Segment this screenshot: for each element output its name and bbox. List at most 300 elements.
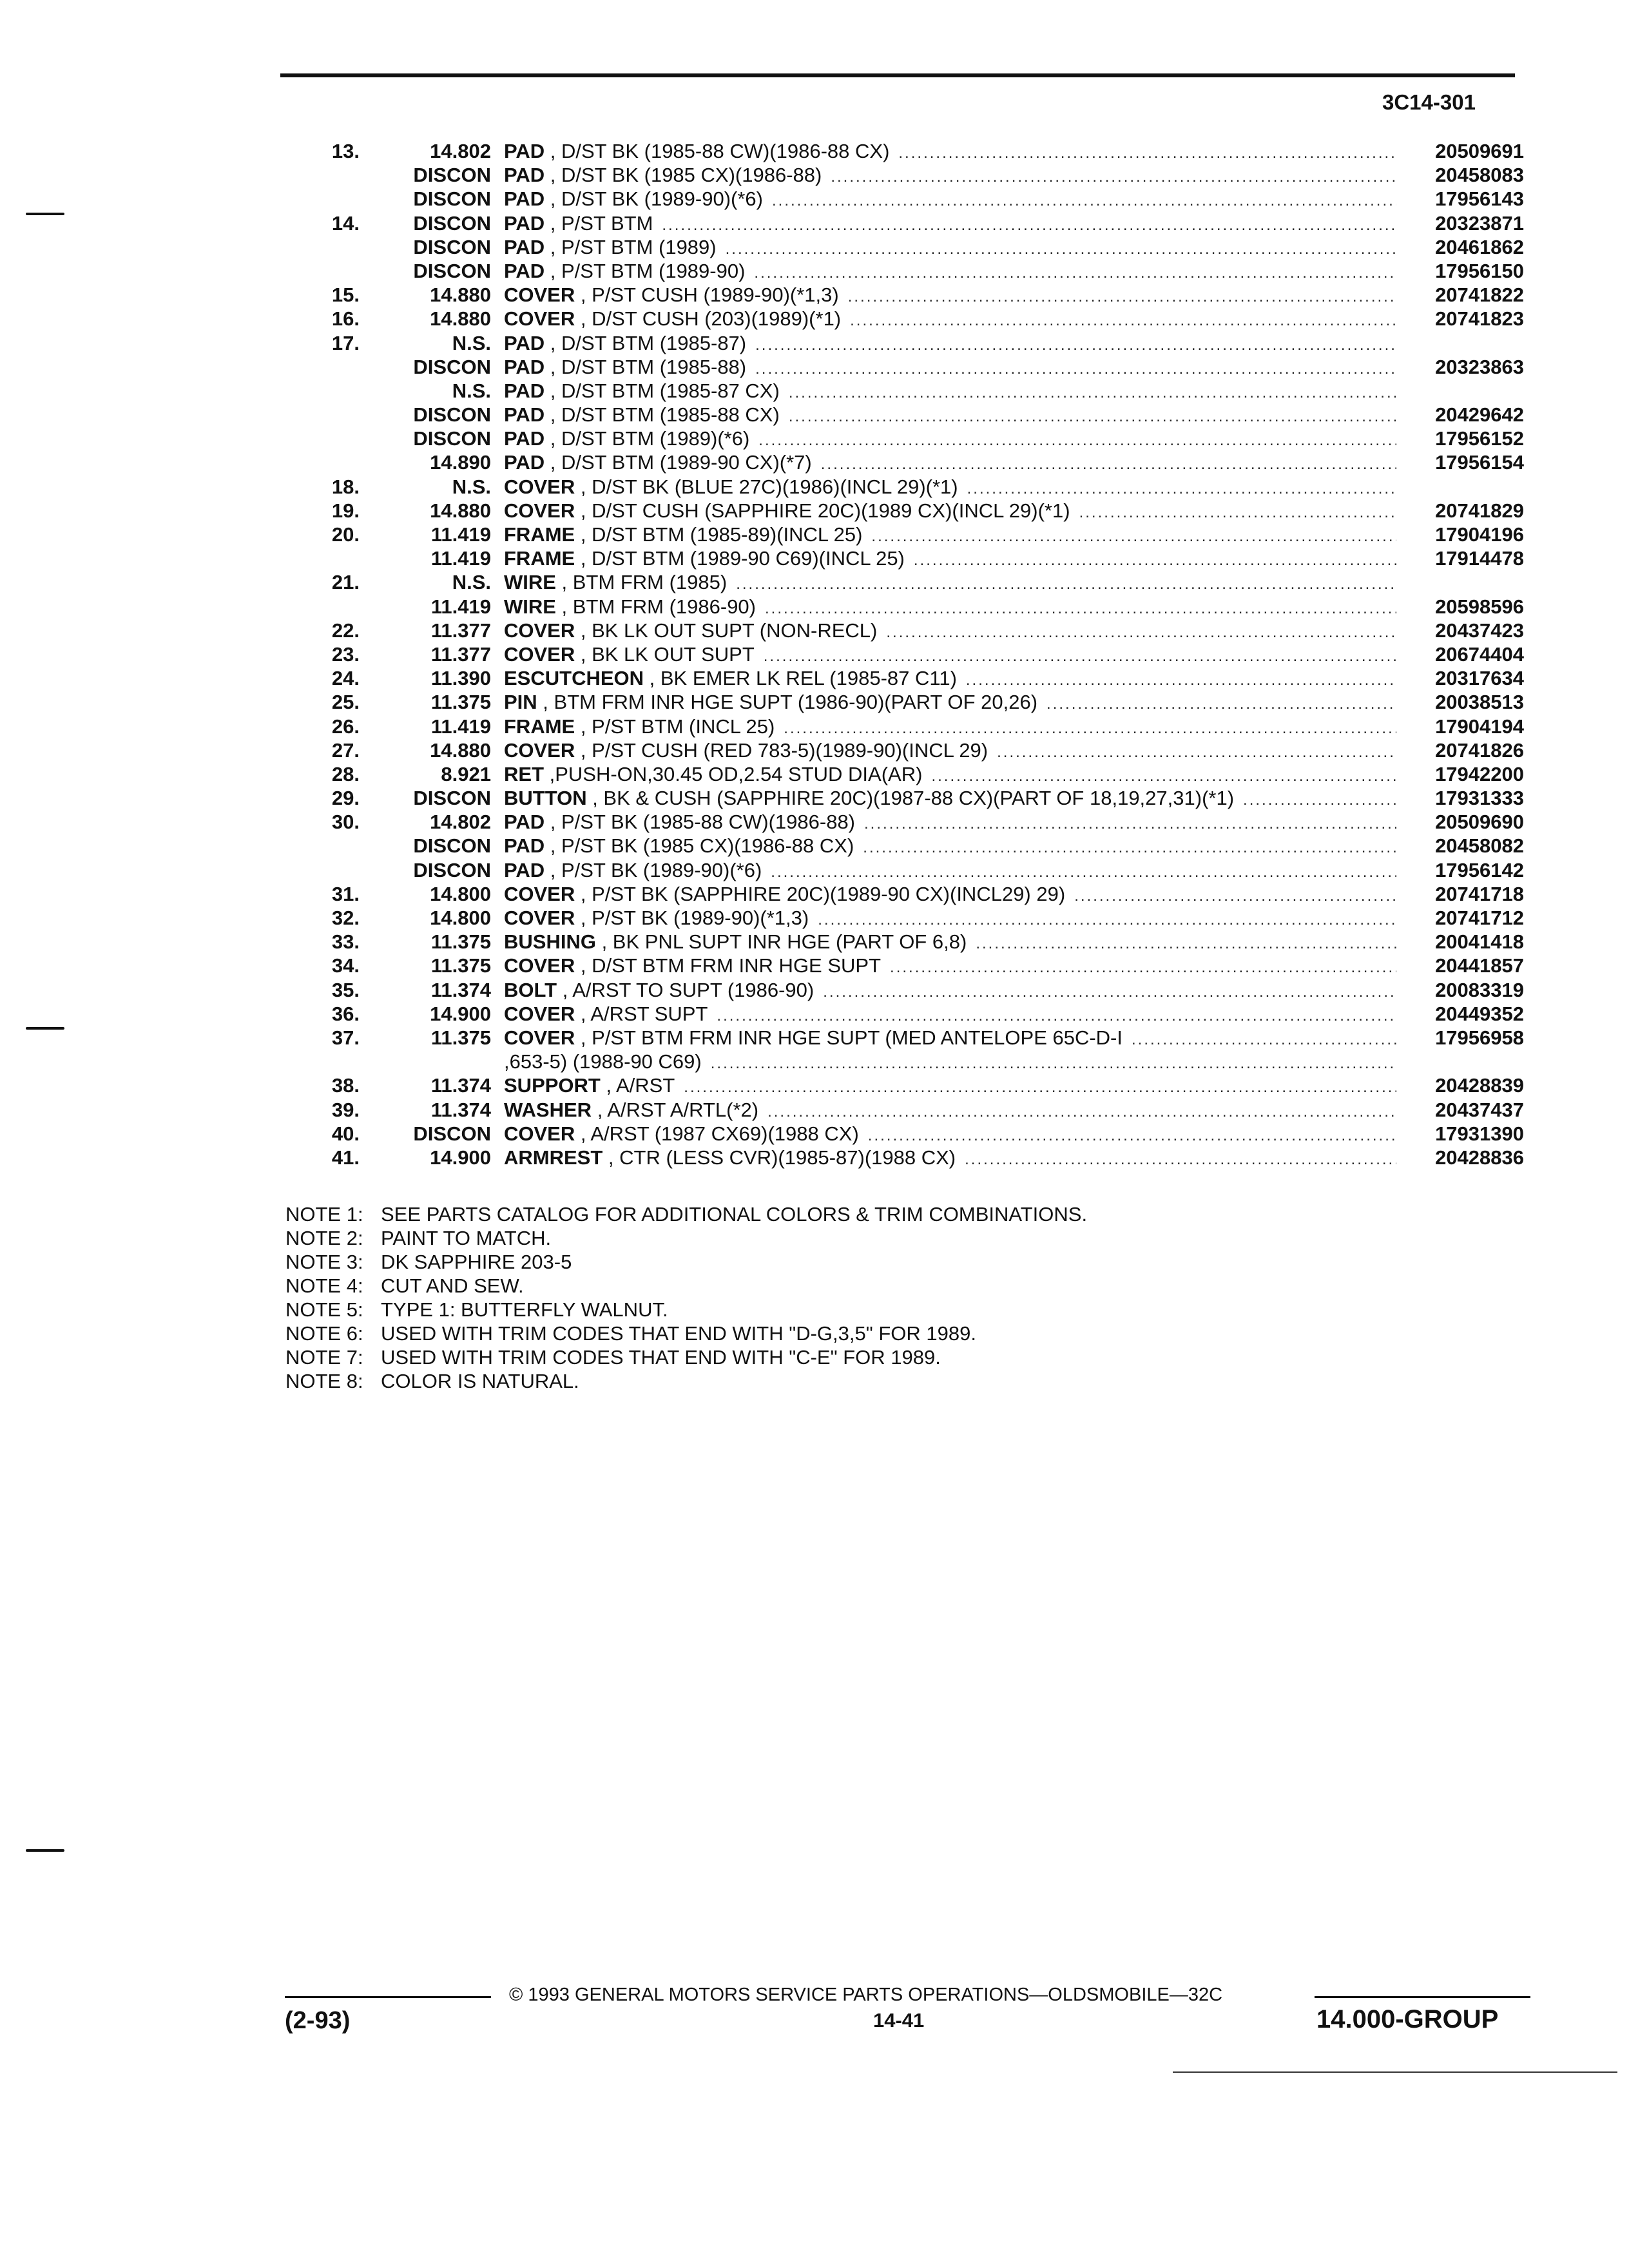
part-name: PAD: [504, 211, 545, 235]
item-number: 23.: [331, 642, 360, 666]
dot-leader: [1132, 1028, 1396, 1052]
part-name: WIRE: [504, 571, 556, 594]
part-name: PAD: [504, 451, 545, 474]
part-row: [284, 307, 1524, 331]
item-number: 33.: [331, 930, 360, 954]
note-text: USED WITH TRIM CODES THAT END WITH "D-G,3,5" FOR 1989.: [381, 1322, 976, 1345]
group-number: 11.375: [430, 954, 491, 977]
part-number: 20428836: [1435, 1146, 1524, 1169]
part-row: [284, 427, 1524, 450]
part-detail: , BK EMER LK REL (1985-87 C11): [644, 667, 957, 690]
part-detail: , BTM FRM (1986-90): [555, 595, 756, 618]
description: [504, 786, 1402, 812]
group-number: 14.802: [430, 811, 491, 834]
part-detail: , BK LK OUT SUPT (NON-RECL): [575, 619, 878, 642]
part-name: WIRE: [504, 595, 556, 618]
part-row: [284, 546, 1524, 570]
part-row: [284, 978, 1524, 1002]
dot-leader: [771, 860, 1396, 884]
part-detail: , BK PNL SUPT INR HGE (PART OF 6,8): [595, 930, 967, 954]
group-number: 11.374: [430, 978, 491, 1001]
note-row: [285, 1274, 1087, 1298]
dot-leader: [736, 572, 1396, 596]
part-row: [284, 882, 1524, 906]
dot-leader: [764, 644, 1396, 668]
part-row: [284, 283, 1524, 307]
group-number: 11.419: [430, 523, 491, 546]
part-detail: , P/ST BK (1989-90)(*1,3): [575, 907, 809, 929]
description: [504, 858, 1402, 884]
group-number: DISCON: [413, 259, 491, 282]
group-number: N.S.: [452, 475, 491, 498]
part-detail: , D/ST CUSH (203)(1989)(*1): [575, 307, 842, 331]
part-name: PAD: [504, 858, 545, 881]
part-detail: , D/ST BTM (1985-89)(INCL 25): [575, 523, 863, 546]
description: [504, 834, 1402, 860]
dot-leader: [966, 668, 1396, 692]
item-number: 30.: [331, 811, 360, 834]
group-number: 14.802: [430, 140, 491, 162]
note-label: NOTE 6:: [285, 1322, 363, 1345]
page-id: 3C14-301: [1382, 90, 1476, 114]
part-name: COVER: [504, 499, 575, 522]
dot-leader: [755, 357, 1396, 381]
note-row: [285, 1298, 1087, 1321]
item-number: 16.: [331, 307, 360, 331]
dot-leader: [871, 524, 1396, 548]
description: [504, 163, 1402, 189]
group-number: 14.880: [430, 284, 491, 307]
group-number: DISCON: [413, 858, 491, 881]
part-detail: , A/RST TO SUPT (1986-90): [557, 978, 815, 1001]
part-name: ARMREST: [504, 1146, 603, 1169]
part-row: [284, 475, 1524, 499]
part-row: [284, 1050, 1524, 1073]
group-number: 11.374: [430, 1074, 491, 1097]
group-number: DISCON: [413, 403, 491, 427]
part-row: [284, 403, 1524, 427]
part-row: [284, 786, 1524, 810]
note-text: CUT AND SEW.: [381, 1274, 524, 1297]
dot-leader: [890, 956, 1396, 979]
item-number: 39.: [331, 1098, 360, 1121]
part-row: [284, 211, 1524, 235]
part-detail: , D/ST BK (1985-88 CW)(1986-88 CX): [545, 140, 890, 162]
part-name: COVER: [504, 642, 575, 666]
part-number: 20428839: [1435, 1074, 1524, 1097]
part-number: 20458083: [1435, 164, 1524, 187]
dot-leader: [789, 405, 1396, 428]
dot-leader: [914, 548, 1396, 572]
part-row: [284, 1098, 1524, 1122]
description: [504, 187, 1402, 213]
part-row: [284, 595, 1524, 619]
group-number: 8.921: [441, 762, 491, 785]
group-number: 11.377: [430, 619, 491, 642]
dot-leader: [967, 477, 1396, 501]
part-name: WASHER: [504, 1098, 592, 1121]
dot-leader: [848, 285, 1396, 309]
group-number: 14.800: [430, 907, 491, 929]
note-label: NOTE 5:: [285, 1298, 363, 1321]
group-number: DISCON: [413, 787, 491, 810]
dot-leader: [717, 1004, 1396, 1028]
group-number: 11.377: [430, 642, 491, 666]
item-number: 14.: [331, 211, 360, 235]
part-row: [284, 1002, 1524, 1026]
dot-leader: [898, 141, 1396, 165]
scan-mark: [26, 1849, 64, 1852]
item-number: 32.: [331, 907, 360, 929]
dot-leader: [1046, 692, 1396, 716]
note-label: NOTE 8:: [285, 1370, 363, 1392]
note-row: [285, 1250, 1087, 1274]
part-number: 20741829: [1435, 499, 1524, 522]
part-number: 17904194: [1435, 715, 1524, 738]
part-detail: , CTR (LESS CVR)(1985-87)(1988 CX): [602, 1146, 956, 1169]
part-name: RET: [504, 762, 544, 785]
dot-leader: [997, 740, 1396, 764]
part-name: BUTTON: [504, 787, 587, 810]
description: [504, 427, 1402, 452]
group-number: DISCON: [413, 235, 491, 258]
part-detail: , A/RST A/RTL(*2): [592, 1098, 759, 1121]
part-name: PAD: [504, 403, 545, 427]
part-detail: , P/ST CUSH (1989-90)(*1,3): [575, 284, 839, 307]
part-row: [284, 450, 1524, 474]
part-detail: , P/ST CUSH (RED 783-5)(1989-90)(INCL 29): [575, 738, 988, 762]
description: [504, 1050, 1402, 1075]
part-name: COVER: [504, 619, 575, 642]
dot-leader: [823, 980, 1396, 1004]
item-number: 13.: [331, 140, 360, 162]
part-number: 20509690: [1435, 811, 1524, 834]
part-detail: , P/ST BK (1985 CX)(1986-88 CX): [545, 834, 854, 858]
note-label: NOTE 4:: [285, 1274, 363, 1297]
page-number: 14-41: [873, 2009, 925, 2032]
part-number: 20458082: [1435, 834, 1524, 858]
dot-leader: [772, 189, 1396, 213]
item-number: 40.: [331, 1122, 360, 1145]
item-number: 28.: [331, 762, 360, 785]
dot-leader: [726, 237, 1396, 261]
part-number: 20441857: [1435, 954, 1524, 977]
part-row: [284, 834, 1524, 858]
part-detail: , D/ST BTM (1985-88): [545, 355, 747, 378]
part-row: [284, 235, 1524, 259]
note-text: PAINT TO MATCH.: [381, 1227, 552, 1249]
group-number: N.S.: [452, 379, 491, 402]
group-number: 14.800: [430, 882, 491, 905]
part-number: 20741822: [1435, 284, 1524, 307]
part-name: PAD: [504, 187, 545, 211]
item-number: 17.: [331, 331, 360, 354]
footer-rule: [285, 1996, 491, 1998]
part-row: [284, 762, 1524, 786]
description: [504, 978, 1402, 1004]
dot-leader: [931, 764, 1396, 788]
item-number: 31.: [331, 882, 360, 905]
part-number: 20323863: [1435, 355, 1524, 378]
group-number: 11.375: [430, 930, 491, 954]
copyright-line: © 1993 GENERAL MOTORS SERVICE PARTS OPERATIONS—OLDSMOBILE—32C: [509, 1984, 1223, 2005]
note-text: SEE PARTS CATALOG FOR ADDITIONAL COLORS & TRIM COMBINATIONS.: [381, 1203, 1088, 1225]
part-detail: , BTM FRM (1985): [555, 571, 728, 594]
dot-leader: [863, 836, 1396, 860]
note-row: [285, 1226, 1087, 1250]
item-number: 22.: [331, 619, 360, 642]
part-name: SUPPORT: [504, 1074, 601, 1097]
dot-leader: [662, 213, 1396, 237]
group-number: DISCON: [413, 427, 491, 450]
part-name: COVER: [504, 882, 575, 905]
item-number: 18.: [331, 475, 360, 498]
part-detail: , D/ST BTM (1985-87 CX): [545, 379, 780, 402]
part-number: 20741712: [1435, 907, 1524, 929]
description: [504, 930, 1402, 956]
description: [504, 1146, 1402, 1171]
dot-leader: [886, 620, 1396, 644]
description: [504, 1073, 1402, 1099]
note-text: USED WITH TRIM CODES THAT END WITH "C-E" FOR 1989.: [381, 1346, 941, 1369]
part-detail: , BK & CUSH (SAPPHIRE 20C)(1987-88 CX)(PART OF 18,19,27,31)(*1): [586, 787, 1235, 810]
item-number: 27.: [331, 738, 360, 762]
description: [504, 715, 1402, 740]
note-row: [285, 1202, 1087, 1226]
part-number: 20437437: [1435, 1098, 1524, 1121]
part-row: [284, 355, 1524, 379]
group-number: 14.880: [430, 307, 491, 331]
part-row: [284, 930, 1524, 954]
dot-leader: [765, 597, 1396, 620]
description: [504, 1002, 1402, 1028]
item-number: 24.: [331, 667, 360, 690]
description: [504, 954, 1402, 979]
dot-leader: [976, 932, 1396, 956]
part-detail: , P/ST BTM (INCL 25): [575, 715, 775, 738]
dot-leader: [864, 812, 1396, 836]
description: [504, 450, 1402, 476]
part-row: [284, 379, 1524, 403]
part-detail: , D/ST BTM (1985-88 CX): [545, 403, 780, 427]
description: [504, 595, 1402, 620]
part-row: [284, 810, 1524, 834]
group-number: 14.880: [430, 738, 491, 762]
part-name: COVER: [504, 475, 575, 498]
part-number: 20741718: [1435, 882, 1524, 905]
part-name: COVER: [504, 954, 575, 977]
part-detail: , D/ST BTM (1989-90 C69)(INCL 25): [575, 547, 905, 570]
description: [504, 211, 1402, 237]
description: [504, 1122, 1402, 1148]
part-row: [284, 619, 1524, 642]
part-name: PAD: [504, 834, 545, 858]
group-number: 11.375: [430, 691, 491, 714]
part-name: PIN: [504, 691, 537, 714]
note-row: [285, 1321, 1087, 1345]
part-number: 20429642: [1435, 403, 1524, 427]
part-row: [284, 139, 1524, 163]
dot-leader: [1074, 884, 1396, 908]
item-number: 26.: [331, 715, 360, 738]
part-number: 20437423: [1435, 619, 1524, 642]
part-number: 20509691: [1435, 140, 1524, 162]
part-number: 17956152: [1435, 427, 1524, 450]
dot-leader: [784, 716, 1396, 740]
dot-leader: [758, 428, 1396, 452]
part-number: 20461862: [1435, 235, 1524, 258]
item-number: 38.: [331, 1074, 360, 1097]
part-number: 17904196: [1435, 523, 1524, 546]
part-detail: , BTM FRM INR HGE SUPT (1986-90)(PART OF 20,26): [537, 691, 1038, 714]
part-row: [284, 1026, 1524, 1050]
group-number: DISCON: [413, 1122, 491, 1145]
dot-leader: [711, 1052, 1396, 1075]
description: [504, 355, 1402, 381]
top-rule: [280, 73, 1515, 77]
note-label: NOTE 1:: [285, 1203, 363, 1225]
part-number: 17931390: [1435, 1122, 1524, 1145]
part-row: [284, 523, 1524, 546]
description: [504, 139, 1402, 165]
part-number: 20317634: [1435, 667, 1524, 690]
note-text: TYPE 1: BUTTERFLY WALNUT.: [381, 1298, 668, 1321]
part-row: [284, 906, 1524, 930]
part-row: [284, 163, 1524, 187]
part-number: 17914478: [1435, 547, 1524, 570]
part-number: 20041418: [1435, 930, 1524, 954]
part-number: 20598596: [1435, 595, 1524, 618]
part-row: [284, 259, 1524, 283]
part-row: [284, 499, 1524, 523]
note-row: [285, 1369, 1087, 1393]
part-detail: , A/RST: [600, 1074, 675, 1097]
description: [504, 1026, 1402, 1052]
group-number: DISCON: [413, 355, 491, 378]
part-name: PAD: [504, 164, 545, 187]
part-row: [284, 642, 1524, 666]
part-name: COVER: [504, 307, 575, 331]
part-number: 20038513: [1435, 691, 1524, 714]
parts-list: [284, 139, 1524, 1169]
item-number: 15.: [331, 284, 360, 307]
note-label: NOTE 7:: [285, 1346, 363, 1369]
bottom-rule: [1173, 2071, 1617, 2073]
note-row: [285, 1345, 1087, 1369]
description: [504, 523, 1402, 548]
group-number: N.S.: [452, 571, 491, 594]
part-detail: , D/ST BK (1989-90)(*6): [545, 187, 763, 211]
group-number: 14.890: [430, 451, 491, 474]
group-number: 14.900: [430, 1002, 491, 1025]
description: [504, 283, 1402, 309]
description: [504, 235, 1402, 261]
note-text: DK SAPPHIRE 203-5: [381, 1251, 572, 1273]
note-text: COLOR IS NATURAL.: [381, 1370, 579, 1392]
description: [504, 762, 1402, 788]
item-number: 37.: [331, 1026, 360, 1049]
part-number: 17956150: [1435, 259, 1524, 282]
description: [504, 307, 1402, 332]
part-name: COVER: [504, 1122, 575, 1145]
part-number: 20674404: [1435, 642, 1524, 666]
part-name: PAD: [504, 259, 545, 282]
part-row: [284, 690, 1524, 714]
description: [504, 690, 1402, 716]
part-detail: , BK LK OUT SUPT: [575, 642, 755, 666]
part-detail: , D/ST CUSH (SAPPHIRE 20C)(1989 CX)(INCL 29)(*1): [575, 499, 1070, 522]
part-number: 17956958: [1435, 1026, 1524, 1049]
part-number: 17942200: [1435, 762, 1524, 785]
item-number: 41.: [331, 1146, 360, 1169]
part-row: [284, 738, 1524, 762]
dot-leader: [1243, 788, 1396, 812]
part-row: [284, 570, 1524, 594]
description: [504, 810, 1402, 836]
part-row: [284, 666, 1524, 690]
description: [504, 331, 1402, 357]
part-name: FRAME: [504, 523, 575, 546]
part-row: [284, 331, 1524, 355]
part-name: PAD: [504, 140, 545, 162]
dot-leader: [818, 908, 1396, 932]
description: [504, 379, 1402, 405]
part-name: COVER: [504, 284, 575, 307]
part-row: [284, 858, 1524, 882]
description: [504, 666, 1402, 692]
dot-leader: [754, 261, 1396, 285]
part-row: [284, 1073, 1524, 1097]
group-number: DISCON: [413, 187, 491, 211]
part-row: [284, 715, 1524, 738]
scan-mark: [26, 1027, 64, 1030]
footer-rule: [1315, 1996, 1530, 1998]
part-name: PAD: [504, 427, 545, 450]
description: [504, 906, 1402, 932]
group-number: 11.419: [430, 595, 491, 618]
description: [504, 475, 1402, 501]
description: [504, 499, 1402, 524]
part-number: 17931333: [1435, 787, 1524, 810]
dot-leader: [868, 1124, 1396, 1148]
group-label: 14.000-GROUP: [1316, 2005, 1499, 2033]
dot-leader: [755, 333, 1396, 357]
note-label: NOTE 2:: [285, 1227, 363, 1249]
part-row: [284, 1122, 1524, 1146]
part-name: COVER: [504, 1026, 575, 1049]
group-number: 11.375: [430, 1026, 491, 1049]
part-detail: , P/ST BTM (1989-90): [545, 259, 746, 282]
item-number: 29.: [331, 787, 360, 810]
part-detail: , P/ST BTM (1989): [545, 235, 717, 258]
note-label: NOTE 3:: [285, 1251, 363, 1273]
group-number: 11.374: [430, 1098, 491, 1121]
part-row: [284, 954, 1524, 977]
description: [504, 642, 1402, 668]
part-name: ESCUTCHEON: [504, 667, 644, 690]
item-number: 25.: [331, 691, 360, 714]
item-number: 19.: [331, 499, 360, 522]
part-number: 20323871: [1435, 211, 1524, 235]
part-detail: , D/ST BTM (1989-90 CX)(*7): [545, 451, 812, 474]
item-number: 20.: [331, 523, 360, 546]
description: [504, 403, 1402, 428]
part-name: PAD: [504, 379, 545, 402]
dot-leader: [789, 381, 1396, 405]
group-number: 14.880: [430, 499, 491, 522]
part-number: 17956143: [1435, 187, 1524, 211]
part-detail: , A/RST SUPT: [575, 1002, 708, 1025]
